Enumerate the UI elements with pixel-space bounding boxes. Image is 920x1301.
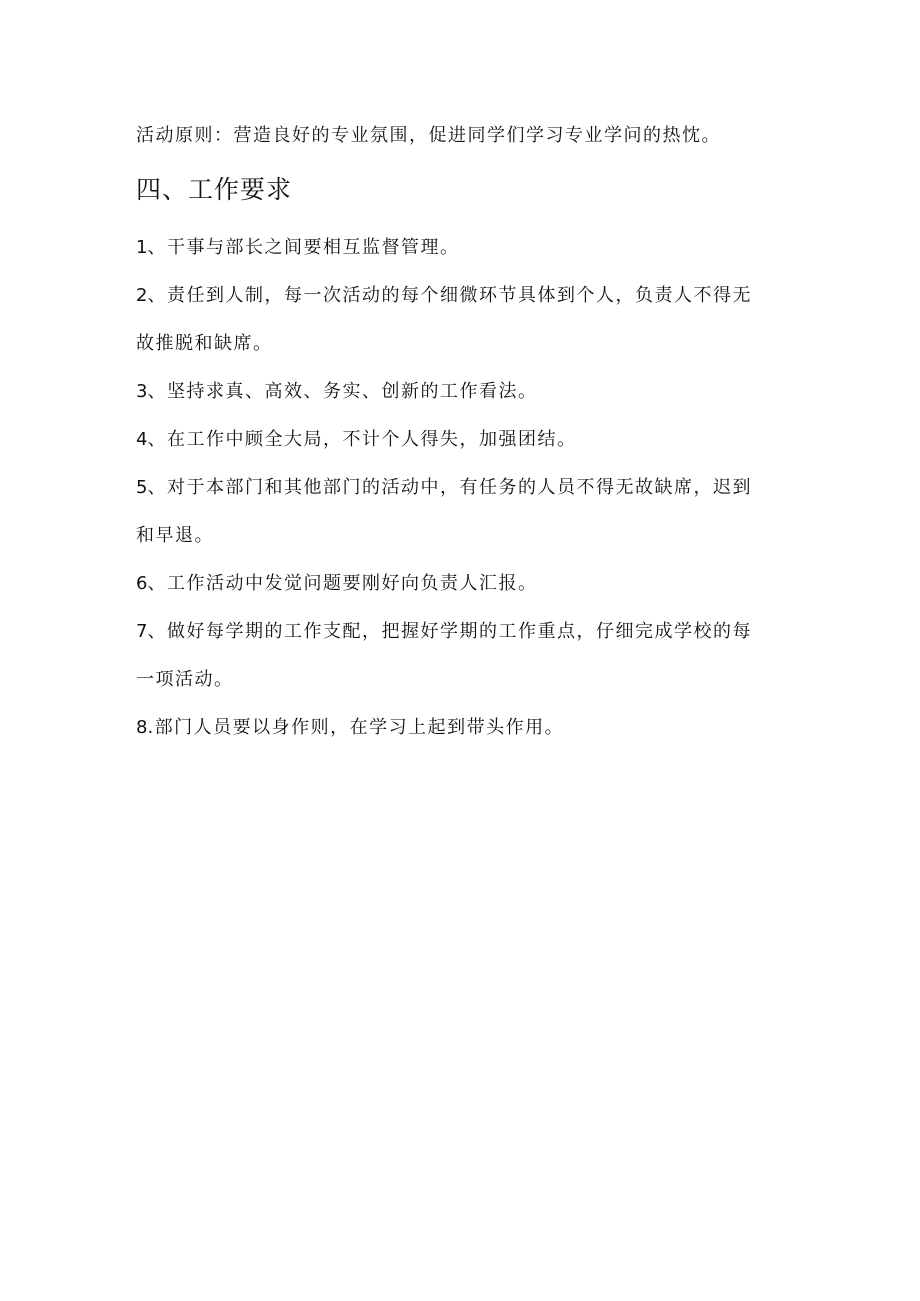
list-item (136, 272, 776, 320)
item-text: 、在工作中顾全大局，不计个人得失，加强团结。 (147, 429, 577, 450)
document-body (136, 112, 776, 752)
item-text: 、责任到人制，每一次活动的每个细微环节具体到个人，负责人不得无 (147, 285, 752, 306)
list-item (136, 464, 776, 512)
item-number: 4 (136, 429, 148, 450)
item-number: 2 (136, 285, 148, 306)
item-text: 、干事与部长之间要相互监督管理。 (147, 237, 460, 258)
item-number: 7 (136, 621, 148, 642)
item-number: 1 (136, 237, 148, 258)
item-text: 、坚持求真、高效、务实、创新的工作看法。 (147, 381, 538, 402)
list-item (136, 608, 776, 656)
list-item-continuation: 一项活动。 (136, 669, 234, 690)
item-text: 、工作活动中发觉问题要刚好向负责人汇报。 (147, 573, 538, 594)
item-number: 8 (136, 717, 148, 738)
item-text: 、对于本部门和其他部门的活动中，有任务的人员不得无故缺席，迟到 (147, 477, 752, 498)
item-number: 3 (136, 381, 148, 402)
list-item (136, 368, 776, 416)
list-item (136, 224, 776, 272)
list-item (136, 560, 776, 608)
item-text: 、做好每学期的工作支配，把握好学期的工作重点，仔细完成学校的每 (147, 621, 752, 642)
list-item (136, 704, 776, 752)
item-number: 6 (136, 573, 148, 594)
list-item (136, 416, 776, 464)
item-number: 5 (136, 477, 148, 498)
section-heading: 四、工作要求 (136, 175, 293, 204)
item-text: .部门人员要以身作则，在学习上起到带头作用。 (147, 717, 565, 738)
list-item-continuation: 故推脱和缺席。 (136, 333, 273, 354)
principle-paragraph: 活动原则：营造良好的专业氛围，促进同学们学习专业学问的热忱。 (136, 125, 721, 146)
list-item-continuation: 和早退。 (136, 525, 214, 546)
